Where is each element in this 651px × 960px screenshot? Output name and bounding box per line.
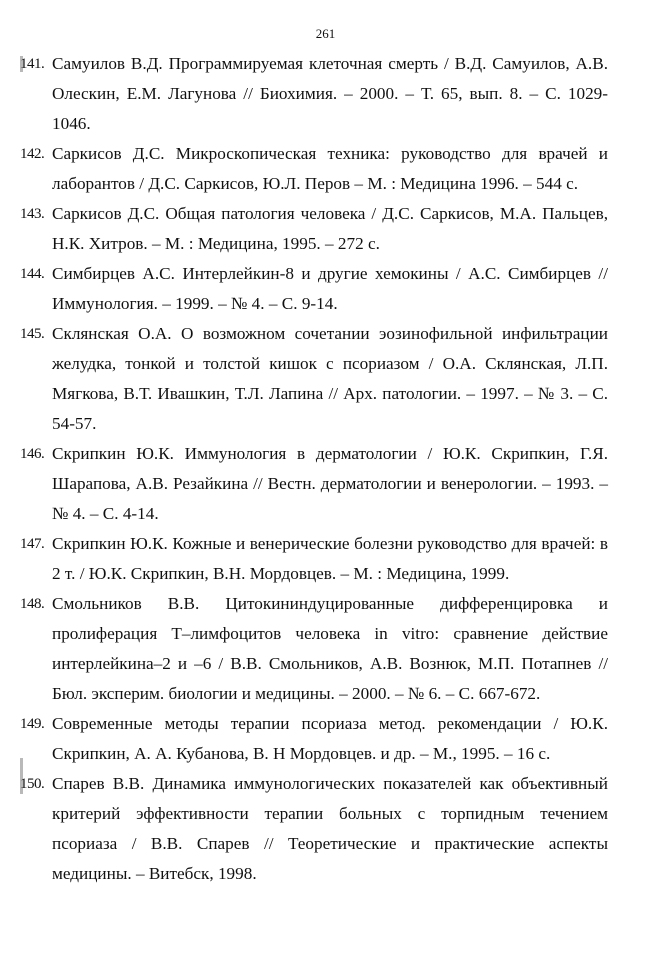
reference-text: Симбирцев А.С. Интерлейкин-8 и другие хемокины / А.С. Симбирцев // Иммунология. – 1999. – № 4. – С. 9-14. — [52, 264, 608, 313]
reference-text: Скрипкин Ю.К. Иммунология в дерматологии / Ю.К. Скрипкин, Г.Я. Шарапова, А.В. Резайкина // Вестн. дерматологии и венерологии. – 1993. – № 4. – С. 4-14. — [52, 444, 608, 523]
reference-number: 142. — [20, 146, 45, 162]
reference-number: 148. — [20, 596, 45, 612]
reference-number: 145. — [20, 326, 45, 342]
reference-item — [20, 529, 608, 589]
reference-text: Скрипкин Ю.К. Кожные и венерические болезни руководство для врачей: в 2 т. / Ю.К. Скрипкин, В.Н. Мордовцев. – М. : Медицина, 1999. — [52, 534, 608, 583]
reference-number: 143. — [20, 206, 45, 222]
page-number: 261 — [315, 26, 336, 41]
reference-number: 141. — [20, 56, 45, 72]
reference-item — [20, 709, 608, 769]
reference-number: 149. — [20, 716, 45, 732]
reference-number: 144. — [20, 266, 45, 282]
reference-item — [20, 259, 608, 319]
reference-text: Саркисов Д.С. Микроскопическая техника: руководство для врачей и лаборантов / Д.С. Саркисов, Ю.Л. Перов – М. : Медицина 1996. – 544 с. — [52, 144, 608, 193]
reference-text: Склянская О.А. О возможном сочетании эозинофильной инфильтрации желудка, тонкой и толстой кишок с псориазом / О.А. Склянская, Л.П. Мягкова, В.Т. Ивашкин, Т.Л. Лапина // Арх. патологии. – 1997. – № 3. – С. 54-57. — [52, 324, 608, 433]
reference-item — [20, 199, 608, 259]
reference-item — [20, 49, 608, 139]
reference-number: 147. — [20, 536, 45, 552]
reference-number: 150. — [20, 776, 45, 792]
reference-text: Современные методы терапии псориаза метод. рекомендации / Ю.К. Скрипкин, А. А. Кубанова, В. Н Мордовцев. и др. – М., 1995. – 16 с. — [52, 714, 608, 763]
reference-item — [20, 319, 608, 439]
reference-text: Самуилов В.Д. Программируемая клеточная смерть / В.Д. Самуилов, А.В. Олескин, Е.М. Лагунова // Биохимия. – 2000. – Т. 65, вып. 8. – С. 1029-1046. — [52, 54, 608, 133]
reference-list — [20, 49, 608, 889]
reference-text: Спарев В.В. Динамика иммунологических показателей как объективный критерий эффективности терапии больных с торпидным течением псориаза / В.В. Спарев // Теоретические и практические аспекты медицины. – Витебск, 1998. — [52, 774, 608, 883]
reference-number: 146. — [20, 446, 45, 462]
reference-text: Смольников В.В. Цитокининдуцированные дифференцировка и пролиферация Т–лимфоцитов человека in vitro: сравнение действие интерлейкина–2 и –6 / В.В. Смольников, А.В. Вознюк, М.П. Потапнев // Бюл. эксперим. биологии и медицины. – 2000. – № 6. – С. 667-672. — [52, 594, 608, 703]
reference-item — [20, 769, 608, 889]
reference-item — [20, 139, 608, 199]
reference-item — [20, 439, 608, 529]
reference-text: Саркисов Д.С. Общая патология человека / Д.С. Саркисов, М.А. Пальцев, Н.К. Хитров. – М. : Медицина, 1995. – 272 с. — [52, 204, 608, 253]
reference-item — [20, 589, 608, 709]
